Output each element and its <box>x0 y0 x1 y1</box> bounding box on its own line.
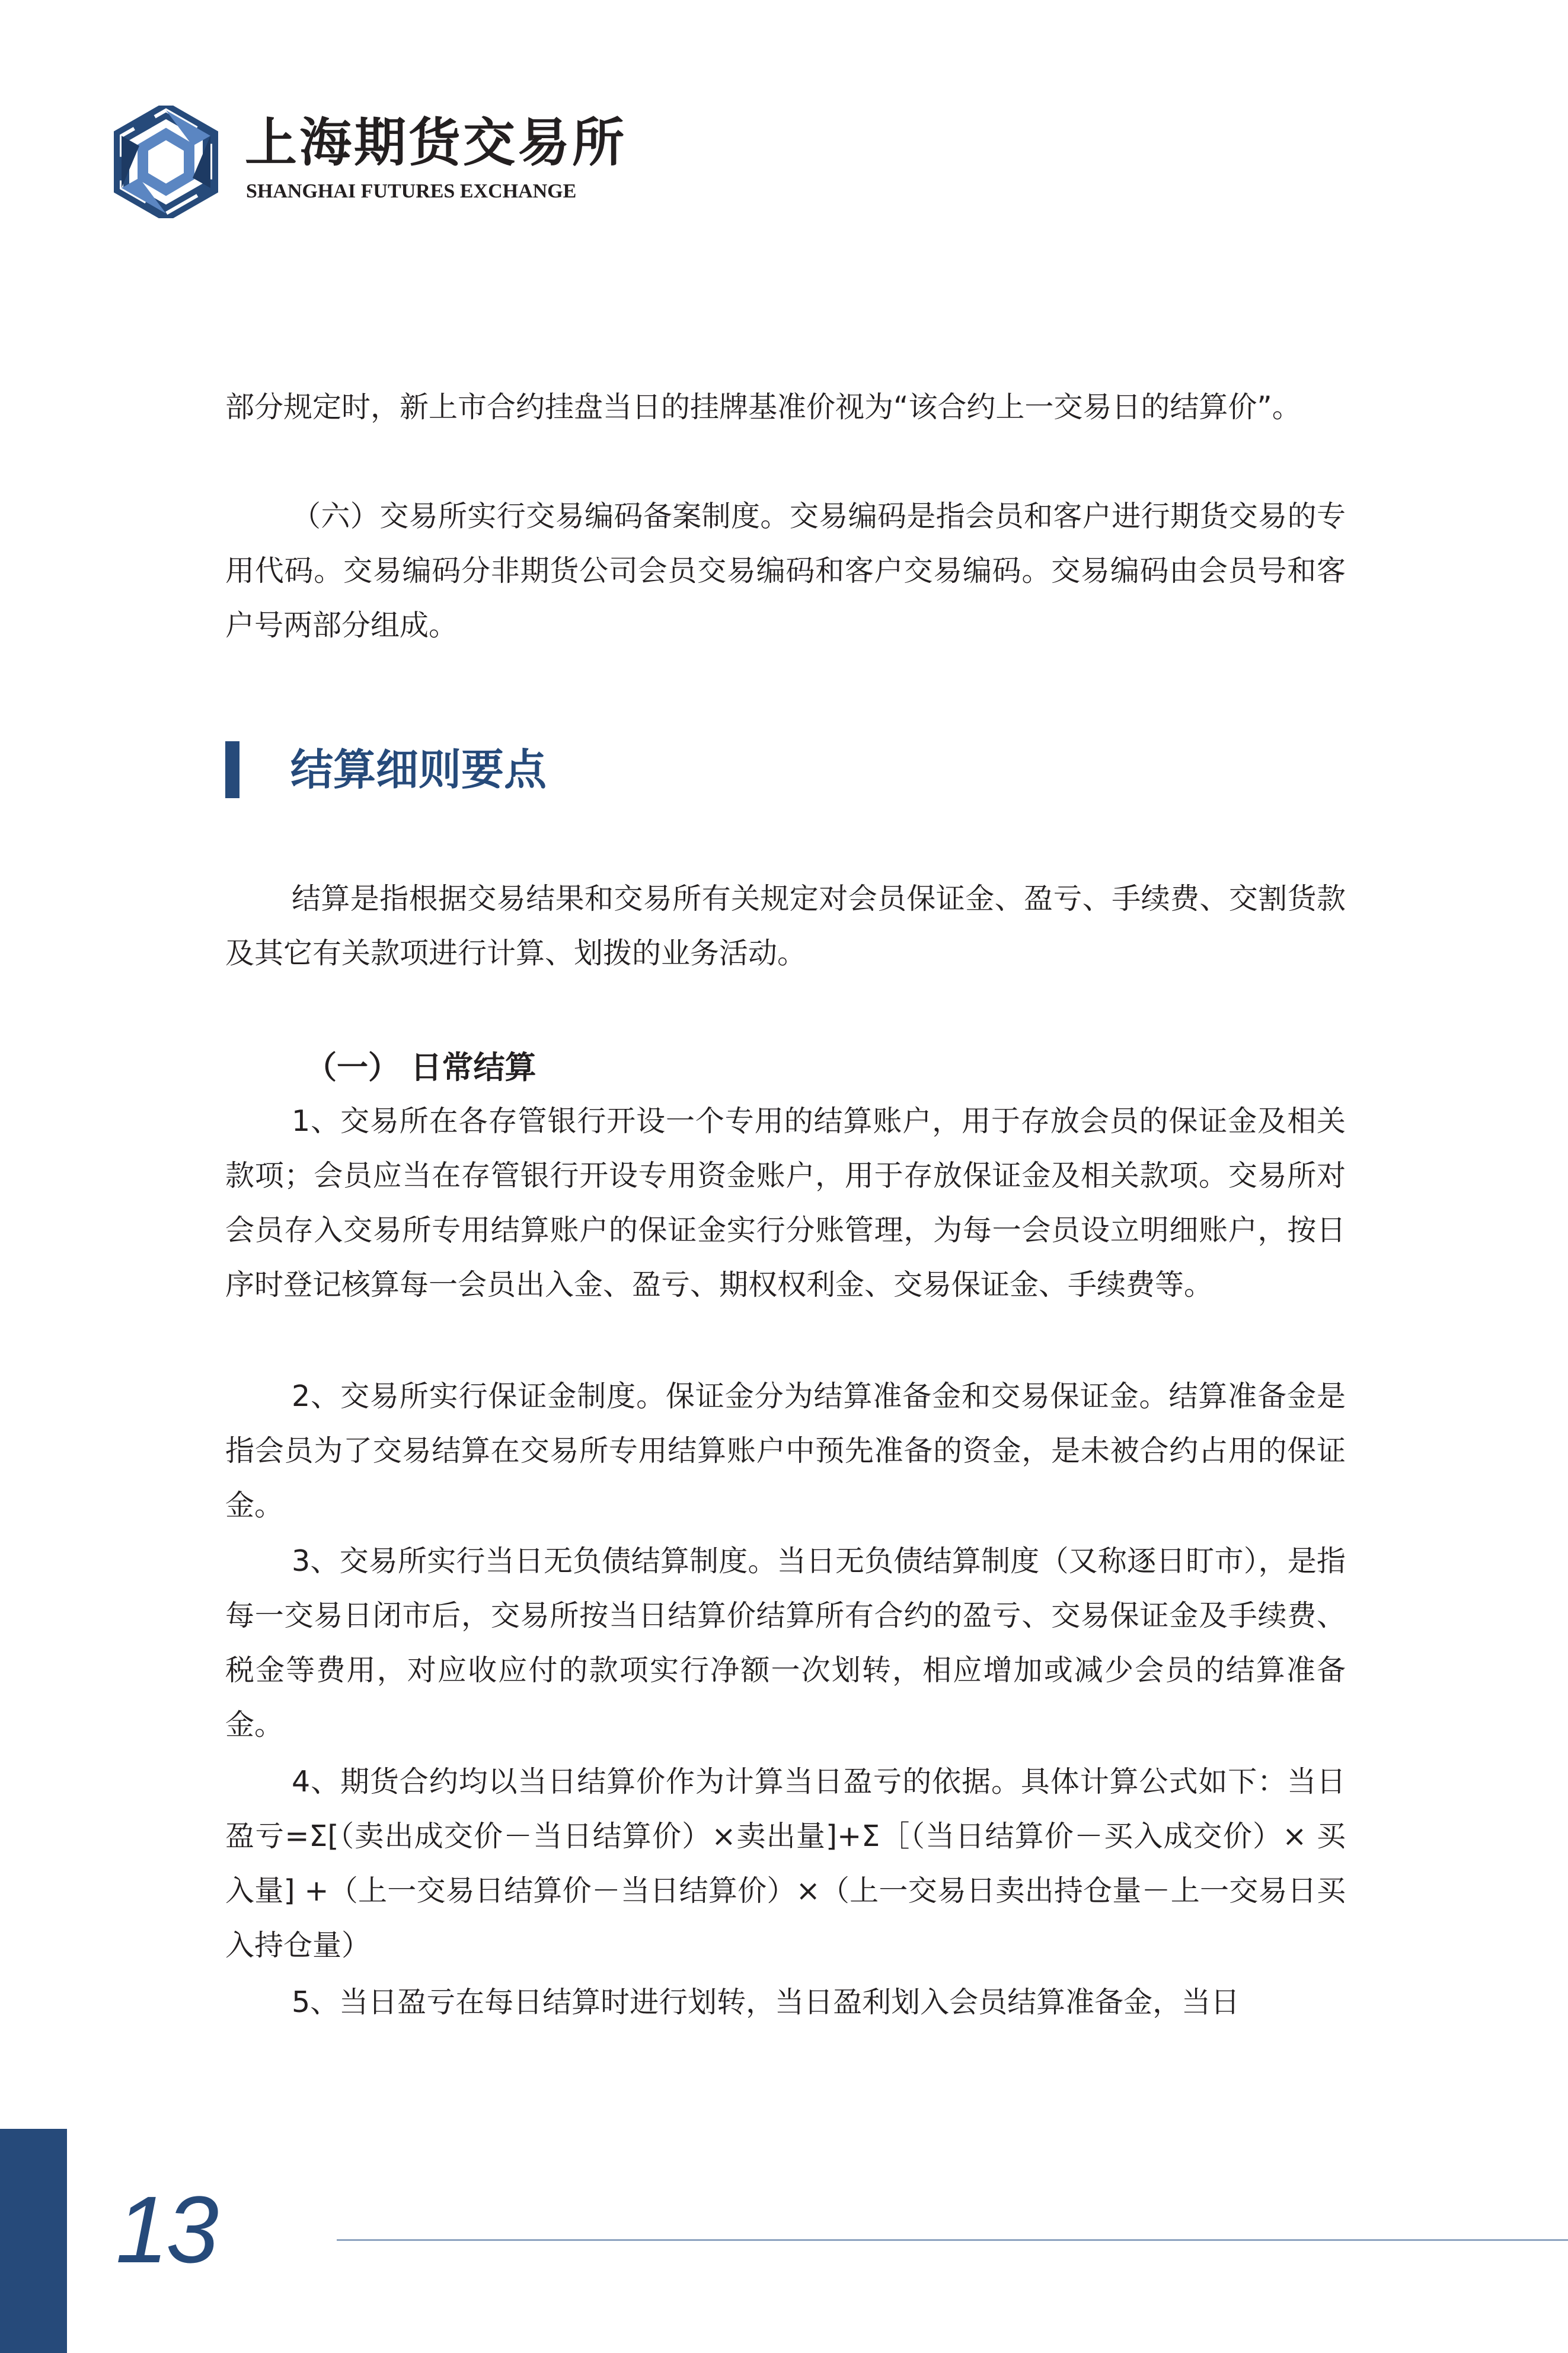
list-item-2: 2、交易所实行保证金制度。保证金分为结算准备金和交易保证金。结算准备金是指会员为了交易结算在交易所专用结算账户中预先准备的资金，是未被合约占用的保证金。 <box>225 1379 1346 1522</box>
subsection-title: （一） 日常结算 <box>305 1050 536 1086</box>
list-item-5: 5、当日盈亏在每日结算时进行划转，当日盈利划入会员结算准备金，当日 <box>292 1985 1240 2019</box>
page-number: 13 <box>116 2176 216 2282</box>
list-item-4: 4、期货合约均以当日结算价作为计算当日盈亏的依据。具体计算公式如下：当日盈亏=Σ[（卖出成交价－当日结算价）×卖出量]+Σ［（当日结算价－买入成交价）× 买入量] +（上一交易日结算价－当日结算价）×（上一交易日卖出持仓量－上一交易日买入持仓量） <box>225 1765 1346 1962</box>
list-item-3: 3、交易所实行当日无负债结算制度。当日无负债结算制度（又称逐日盯市），是指每一交易日闭市后，交易所按当日结算价结算所有合约的盈亏、交易保证金及手续费、税金等费用，对应收应付的款项实行净额一次划转，相应增加或减少会员的结算准备金。 <box>225 1544 1346 1742</box>
logo-chinese-name: 上海期货交易所 <box>245 111 627 173</box>
footer-color-block <box>0 2129 67 2353</box>
section-intro-paragraph: 结算是指根据交易结果和交易所有关规定对会员保证金、盈亏、手续费、交割货款及其它有关款项进行计算、划拨的业务活动。 <box>225 882 1346 970</box>
section-title: 结算细则要点 <box>290 745 547 795</box>
list-item-1: 1、交易所在各存管银行开设一个专用的结算账户，用于存放会员的保证金及相关款项；会员应当在存管银行开设专用资金账户，用于存放保证金及相关款项。交易所对会员存入交易所专用结算账户的保证金实行分账管理，为每一会员设立明细账户，按日序时登记核算每一会员出入金、盈亏、期权权利金、交易保证金、手续费等。 <box>225 1104 1346 1302</box>
section-heading-bar <box>225 741 239 798</box>
sfe-logo <box>110 106 643 218</box>
paragraph-six: （六）交易所实行交易编码备案制度。交易编码是指会员和客户进行期货交易的专用代码。交易编码分非期货公司会员交易编码和客户交易编码。交易编码由会员号和客户号两部分组成。 <box>225 499 1346 642</box>
sfe-hexagon-emblem-icon <box>110 106 222 218</box>
continuation-paragraph: 部分规定时，新上市合约挂盘当日的挂牌基准价视为“该合约上一交易日的结算价”。 <box>225 390 1301 424</box>
footer-rule <box>337 2239 1568 2241</box>
logo-english-name: SHANGHAI FUTURES EXCHANGE <box>246 180 577 202</box>
